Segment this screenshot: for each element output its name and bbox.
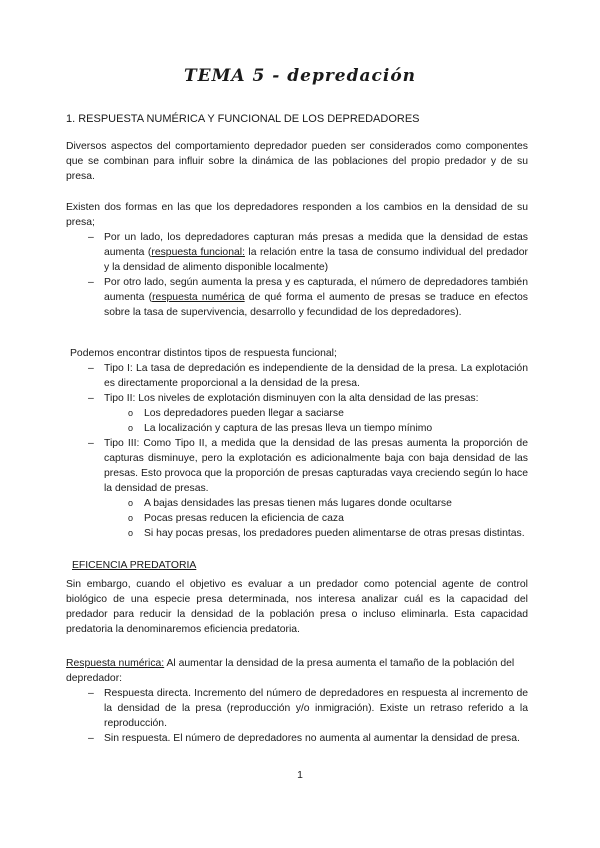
bullet-text: Por un lado, los depredadores capturan más presas a medida que la densidad de estas aumenta ( <box>104 232 528 258</box>
types-list <box>66 361 528 541</box>
efficiency-heading: EFICENCIA PREDATORIA <box>72 560 197 571</box>
paragraph-efficiency: Sin embargo, cuando el objetivo es evaluar a un predador como potencial agente de control biológico de una especie presa determinada, nos interesa analizar cuál es la capacidad del predador para reducir la densidad de la población presa o incluso eliminarla. Esta capacidad predatoria la denominaremos eficiencia predatoria. <box>66 579 528 635</box>
paragraph-intro: Diversos aspectos del comportamiento depredador pueden ser considerados como componentes que se combinan para influir sobre la dinámica de las poblaciones del propio predador y de su presa. <box>66 141 528 182</box>
type-1-text: Tipo I: La tasa de depredación es independiente de la densidad de la presa. La explotación es directamente proporcional a la densidad de la presa. <box>104 363 528 389</box>
paragraph-numeric-response <box>66 656 528 686</box>
forms-list <box>66 230 528 320</box>
list-item: o Pocas presas reducen la eficiencia de caza <box>104 511 528 526</box>
list-item: o Si hay pocas presas, los predadores pueden alimentarse de otras presas distintas. <box>104 526 528 541</box>
type-3-sublist <box>104 496 528 541</box>
list-item: – Respuesta directa. Incremento del número de depredadores en respuesta al incremento de la densidad de la presa (reproducción y/o inmigración). Existe un retraso referido a la reproducción. <box>66 686 528 731</box>
list-item <box>66 391 528 436</box>
paragraph-two-forms: Existen dos formas en las que los depredadores responden a los cambios en la densidad de su presa; <box>66 202 528 228</box>
list-item: o A bajas densidades las presas tienen más lugares donde ocultarse <box>104 496 528 511</box>
list-item <box>66 275 528 320</box>
term-numeric-response: Respuesta numérica: <box>66 658 165 669</box>
term-numeric-response: respuesta numérica <box>152 292 245 303</box>
section-heading: 1. RESPUESTA NUMÉRICA Y FUNCIONAL DE LOS DEPREDADORES <box>66 113 420 125</box>
type-2-sublist <box>104 406 528 436</box>
term-functional-response: respuesta funcional: <box>151 247 245 258</box>
bullet-text: la relación entre la tasa de consumo individual del predador y la densidad de alimento disponible localmente) <box>104 247 528 273</box>
list-item <box>66 230 528 275</box>
bullet-text: Por otro lado, según aumenta la presa y es capturada, el número de depredadores también aumenta ( <box>104 277 528 303</box>
list-item: o La localización y captura de las presas lleva un tiempo mínimo <box>104 421 528 436</box>
document-title: TEMA 5 - depredación <box>183 66 417 86</box>
bullet-text: de qué forma el aumento de presas se traduce en efectos sobre la tasa de supervivencia, desarrollo y fecundidad de los depredadores). <box>104 292 528 318</box>
list-item <box>66 361 528 391</box>
list-item: – Sin respuesta. El número de depredadores no aumenta al aumentar la densidad de presa. <box>66 731 528 746</box>
list-item <box>66 436 528 541</box>
paragraph-types-intro: Podemos encontrar distintos tipos de respuesta funcional; <box>70 348 337 359</box>
list-item: o Los depredadores pueden llegar a saciarse <box>104 406 528 421</box>
type-3-text: Tipo III: Como Tipo II, a medida que la densidad de las presas aumenta la proporción de capturas disminuye, pero la explotación es adicionalmente baja con baja densidad de las presas. Esto provoca que la proporción de presas capturadas vaya creciendo según lo hace la densidad de presas. <box>104 438 528 494</box>
page-number: 1 <box>297 770 303 781</box>
numeric-response-list <box>66 686 528 746</box>
numeric-response-text: Al aumentar la densidad de la presa aumenta el tamaño de la población del depredador: <box>66 658 515 684</box>
type-2-text: Tipo II: Los niveles de explotación disminuyen con la alta densidad de las presas: <box>104 393 479 404</box>
